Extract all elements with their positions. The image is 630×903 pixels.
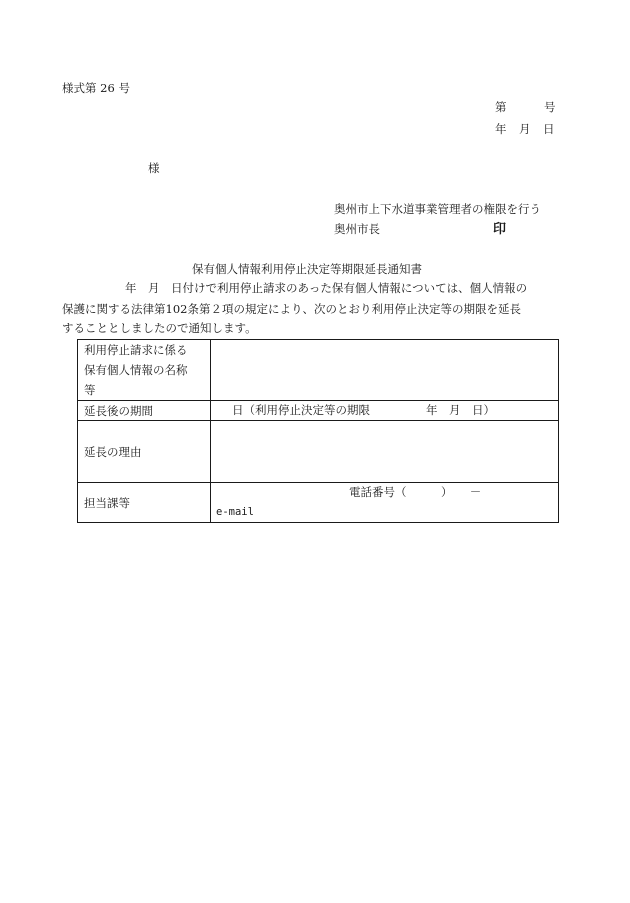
phone-text: 電話番号（ ） － <box>349 485 482 499</box>
department-value[interactable] <box>211 483 559 523</box>
document-title: 保有個人情報利用停止決定等期限延長通知書 <box>192 262 422 276</box>
period-day-text: 日（利用停止決定等の期限 <box>232 403 370 417</box>
date-month: 月 <box>519 122 531 136</box>
form-number: 様式第 26 号 <box>62 81 130 95</box>
period-label: 延長後の期間 <box>78 401 211 421</box>
name-value[interactable] <box>211 340 559 401</box>
table-row <box>78 401 559 421</box>
info-table <box>77 339 559 523</box>
body-line-1: 年 月 日付けで利用停止請求のあった保有個人情報については、個人情報の <box>125 281 528 295</box>
reason-value[interactable] <box>211 421 559 483</box>
doc-number-dai: 第 <box>495 100 507 114</box>
date-year: 年 <box>495 122 507 136</box>
issuer-seal: 印 <box>493 222 507 237</box>
body-line-2: 保護に関する法律第102条第２項の規定により、次のとおり利用停止決定等の期限を延長 <box>62 302 521 316</box>
name-label-line: 保有個人情報の名称 <box>84 363 188 377</box>
table-row <box>78 340 559 401</box>
email-text: e-mail <box>216 506 254 518</box>
reason-label: 延長の理由 <box>78 421 211 483</box>
body-line-3: することとしましたので通知します。 <box>62 321 257 335</box>
department-label: 担当課等 <box>78 483 211 523</box>
period-date-text: 年 月 日） <box>426 403 495 417</box>
table-row <box>78 421 559 483</box>
name-label-line: 等 <box>84 383 96 397</box>
issuer-line2: 奥州市長 <box>334 222 380 236</box>
period-value[interactable] <box>211 401 559 421</box>
doc-number-go: 号 <box>544 100 556 114</box>
issuer-line1: 奥州市上下水道事業管理者の権限を行う <box>334 202 541 216</box>
table-row <box>78 483 559 523</box>
name-label-line: 利用停止請求に係る <box>84 343 188 357</box>
date-day: 日 <box>543 122 555 136</box>
name-label <box>78 340 211 401</box>
addressee-suffix: 様 <box>148 161 160 175</box>
